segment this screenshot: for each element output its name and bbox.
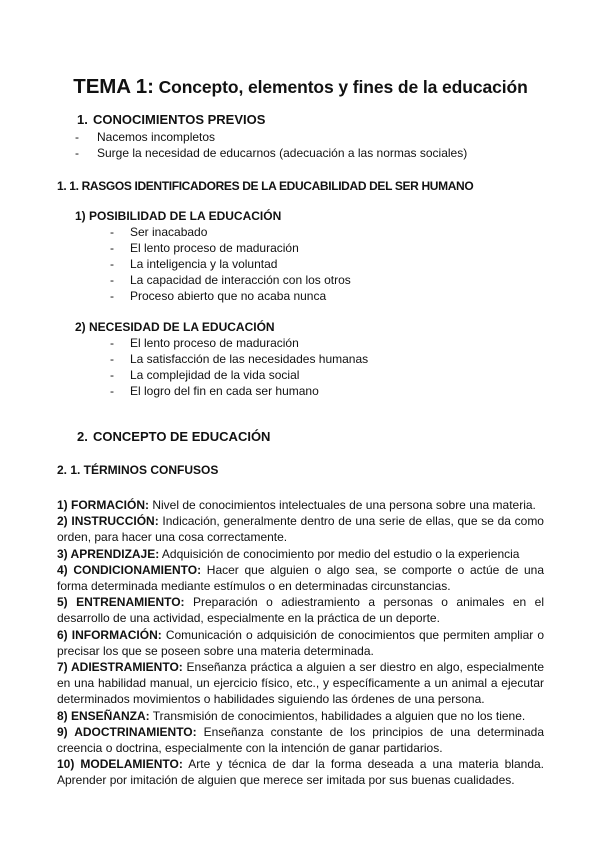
list-item: - La capacidad de interacción con los otros	[110, 273, 351, 287]
definition-item: 4) CONDICIONAMIENTO: Hacer que alguien o algo sea, se comporte o actúe de una forma determinada mediante estímulos o en determinadas circunstancias.	[57, 562, 544, 594]
definition-item: 8) ENSEÑANZA: Transmisión de conocimientos, habilidades a alguien que no los tiene.	[57, 708, 526, 723]
list-item: - Surge la necesidad de educarnos (adecuación a las normas sociales)	[75, 146, 468, 160]
list-item: - La complejidad de la vida social	[110, 368, 300, 382]
section-1	[57, 111, 544, 129]
definition-item: 3) APRENDIZAJE: Adquisición de conocimiento por medio del estudio o la experiencia	[57, 546, 520, 561]
list-item: - El lento proceso de maduración	[110, 241, 299, 255]
definition-item: 6) INFORMACIÓN: Comunicación o adquisición de conocimientos que permiten ampliar o precisar los que se poseen sobre una materia determinada.	[57, 627, 544, 658]
definition-item: 5) ENTRENAMIENTO: Preparación o adiestramiento a personas o animales en el desarrollo de una actividad, especialmente en la práctica de un deporte.	[57, 595, 544, 626]
section-1-title: CONOCIMIENTOS PREVIOS	[93, 112, 266, 127]
definition-item: 1) FORMACIÓN: Nivel de conocimientos intelectuales de una persona sobre una materia.	[57, 498, 536, 512]
definition-item: 2) INSTRUCCIÓN: Indicación, generalmente dentro de una serie de ellas, que se da como orden, para hacer una cosa correctamente.	[57, 514, 544, 545]
list-item: - Ser inacabado	[110, 225, 208, 239]
title-rest: Concepto, elementos y fines de la educación	[153, 77, 528, 97]
title-tema: TEMA 1:	[73, 75, 154, 98]
section-1-1-heading: 1. 1. RASGOS IDENTIFICADORES DE LA EDUCABILIDAD DEL SER HUMANO	[57, 179, 474, 193]
posibilidad-heading: 1) POSIBILIDAD DE LA EDUCACIÓN	[75, 209, 282, 223]
necesidad-list	[110, 335, 544, 399]
list-item: - Nacemos incompletos	[75, 130, 216, 144]
section-2-number: 2.	[77, 429, 88, 444]
posibilidad-list	[110, 224, 544, 304]
definition-item: 9) ADOCTRINAMIENTO: Enseñanza constante de los principios de una determinada creencia o doctrina, especialmente con la intención de ganar partidarios.	[57, 724, 544, 756]
page-title	[57, 0, 544, 101]
section-2-1-heading: 2. 1. TÉRMINOS CONFUSOS	[57, 463, 219, 477]
section-2-title: CONCEPTO DE EDUCACIÓN	[93, 429, 271, 444]
section-1-number: 1.	[77, 112, 88, 127]
definition-item: 7) ADIESTRAMIENTO: Enseñanza práctica a alguien a ser diestro en algo, especialmente en una habilidad manual, un ejercicio físico, etc., y específicamente a un animal a ejecutar determinados movimientos o habilidades siguiendo las órdenes de una persona.	[57, 660, 545, 707]
necesidad-heading: 2) NECESIDAD DE LA EDUCACIÓN	[75, 320, 275, 334]
list-item: - El logro del fin en cada ser humano	[110, 384, 319, 398]
section-2-heading	[77, 428, 544, 446]
definitions	[57, 497, 544, 789]
definition-item: 10) MODELAMIENTO: Arte y técnica de dar la forma deseada a una materia blanda. Aprender por imitación de alguien que merece ser imitada por sus buenas cualidades.	[57, 757, 545, 788]
list-item: - La inteligencia y la voluntad	[110, 257, 278, 271]
section-2	[57, 428, 544, 446]
list-item: - La satisfacción de las necesidades humanas	[110, 352, 369, 366]
list-item: - El lento proceso de maduración	[110, 336, 299, 350]
list-item: - Proceso abierto que no acaba nunca	[110, 289, 327, 303]
section-1-heading	[77, 111, 544, 129]
section-1-list	[75, 129, 544, 161]
